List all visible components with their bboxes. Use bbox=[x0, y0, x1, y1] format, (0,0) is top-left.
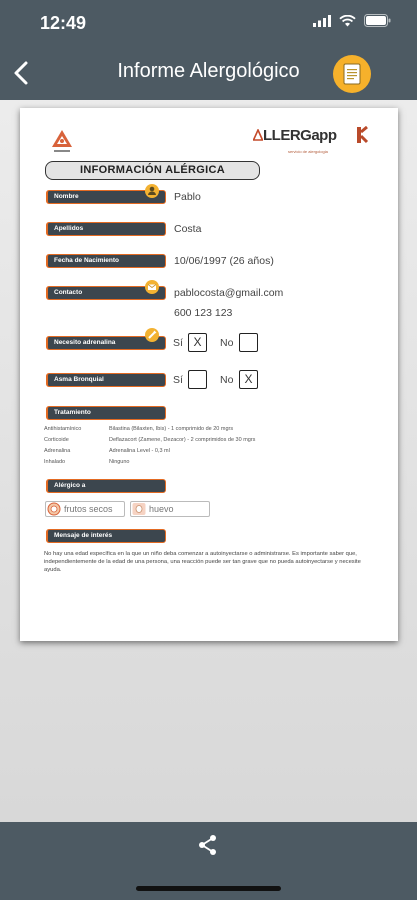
syringe-badge-icon bbox=[145, 328, 159, 342]
allergy-triangle-logo-icon bbox=[50, 128, 74, 156]
wifi-icon bbox=[339, 15, 356, 27]
field-label-fecha: Fecha de Nacimiento bbox=[46, 254, 166, 268]
message-text: No hay una edad específica en la que un niño deba comenzar a autoinyectarse o administrarse. Es importante saber que, independientemente de la edad de una persona, una reacción puede ser tan grave que no pueda autoinyectarse y necesite ayuda. bbox=[44, 551, 361, 573]
adrenalina-si-checkbox[interactable]: X bbox=[188, 333, 207, 352]
field-label-alergico: Alérgico a bbox=[46, 479, 166, 493]
signal-icon bbox=[313, 15, 331, 27]
logo-mark-icon bbox=[355, 126, 369, 144]
bottom-bar bbox=[0, 822, 417, 900]
report-document bbox=[20, 108, 398, 641]
field-value-nombre: Pablo bbox=[174, 191, 201, 203]
asma-no-checkbox[interactable]: X bbox=[239, 370, 258, 389]
field-value-fecha: 10/06/1997 (26 años) bbox=[174, 255, 274, 267]
egg-icon bbox=[132, 502, 146, 516]
adrenalina-no-checkbox[interactable] bbox=[239, 333, 258, 352]
allergen-tag bbox=[45, 501, 125, 517]
asma-si-label: Sí bbox=[173, 374, 183, 386]
allergen-tag-label: frutos secos bbox=[64, 504, 113, 514]
field-label-tratamiento: Tratamiento bbox=[46, 406, 166, 420]
document-icon bbox=[343, 63, 361, 85]
treatment-row: Corticoide Deflazacort (Zamene, Dezacor) - 2 comprimidos de 30 mgrs bbox=[44, 437, 256, 443]
asma-si-checkbox[interactable] bbox=[188, 370, 207, 389]
user-badge-icon bbox=[145, 184, 159, 198]
battery-icon bbox=[364, 14, 391, 27]
field-label-asma: Asma Bronquial bbox=[46, 373, 166, 387]
status-icons bbox=[313, 14, 391, 27]
page-title: Informe Alergológico bbox=[117, 60, 300, 82]
logo-subtitle: servicio de alergologia bbox=[288, 149, 328, 154]
logo-triangle-icon bbox=[253, 129, 263, 141]
field-value-apellidos: Costa bbox=[174, 223, 202, 235]
document-button[interactable] bbox=[333, 55, 371, 93]
nut-icon bbox=[47, 502, 61, 516]
treatment-row: Inhalado Ninguno bbox=[44, 459, 130, 465]
mail-badge-icon bbox=[145, 280, 159, 294]
field-value-email: pablocosta@gmail.com bbox=[174, 287, 284, 299]
status-time: 12:49 bbox=[40, 13, 87, 33]
allergapp-logo bbox=[253, 125, 373, 155]
share-icon[interactable] bbox=[198, 834, 218, 856]
field-label-contacto: Contacto bbox=[46, 286, 166, 300]
allergen-tag-label: huevo bbox=[149, 504, 174, 514]
section-title: INFORMACIÓN ALÉRGICA bbox=[45, 161, 260, 180]
field-label-apellidos: Apellidos bbox=[46, 222, 166, 236]
field-value-phone: 600 123 123 bbox=[174, 307, 233, 319]
allergen-tag bbox=[130, 501, 210, 517]
logo-text: LLERGapp bbox=[263, 127, 337, 144]
treatment-row: Adrenalina Adrenalina Level - 0,3 ml bbox=[44, 448, 170, 454]
adrenalina-no-label: No bbox=[220, 337, 234, 349]
asma-no-label: No bbox=[220, 374, 234, 386]
top-bar bbox=[0, 0, 417, 100]
adrenalina-si-label: Sí bbox=[173, 337, 183, 349]
treatment-row: Antihistamínico Bilastina (Bilaxten, Ibis) - 1 comprimido de 20 mgrs bbox=[44, 426, 234, 432]
field-label-adrenalina: Necesito adrenalina bbox=[46, 336, 166, 350]
field-label-nombre: Nombre bbox=[46, 190, 166, 204]
home-indicator[interactable] bbox=[136, 886, 281, 891]
field-label-mensaje: Mensaje de interés bbox=[46, 529, 166, 543]
